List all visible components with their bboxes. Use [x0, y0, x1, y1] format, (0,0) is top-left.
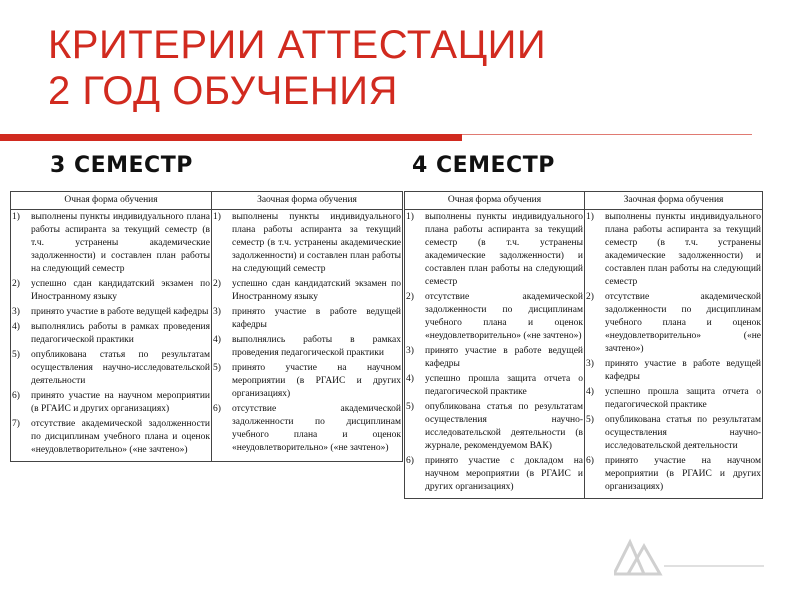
criterion-number: 6)	[12, 391, 20, 401]
criterion-text: выполнены пункты индивидуального плана работы аспиранта за текущий семестр (в т.ч. устранены академические задолженности) и составлен план работы на следующий семестр	[31, 212, 210, 274]
full-time-criteria-list	[11, 210, 212, 462]
criterion-number: 3)	[406, 346, 414, 356]
criterion-item	[586, 211, 761, 289]
column-header-full-time: Очная форма обучения	[405, 192, 585, 210]
criterion-number: 4)	[213, 335, 221, 345]
watermark-logo	[614, 536, 764, 580]
criterion-number: 5)	[213, 363, 221, 373]
criterion-text: принято участие с докладом на научном мероприятии (в РГАИС и других организациях)	[425, 456, 583, 492]
semester-3-heading: 3 СЕМЕСТР	[50, 153, 193, 178]
criterion-item	[12, 418, 210, 457]
criterion-item	[406, 373, 583, 399]
criterion-number: 2)	[213, 279, 221, 289]
criterion-text: выполнены пункты индивидуального плана работы аспиранта за текущий семестр (в т.ч. устранены академические задолженности) и составлен план работы на следующий семестр	[425, 212, 583, 287]
criterion-item	[406, 455, 583, 494]
criterion-number: 1)	[213, 212, 221, 222]
full-time-criteria-list	[405, 210, 585, 499]
criterion-text: принято участие в работе ведущей кафедры	[605, 359, 761, 382]
criterion-item	[406, 291, 583, 343]
criterion-number: 6)	[406, 456, 414, 466]
criterion-text: опубликована статья по результатам осуществления научно-исследовательской деятельности	[605, 415, 761, 451]
criterion-text: выполнялись работы в рамках проведения педагогической практики	[31, 322, 210, 345]
semester-4-heading: 4 СЕМЕСТР	[412, 153, 555, 178]
criterion-item	[586, 414, 761, 453]
criterion-text: отсутствие академической задолженности по дисциплинам учебного плана и оценок «неудовлетворительно» («не зачтено»)	[425, 292, 583, 341]
criterion-item	[406, 401, 583, 453]
criterion-item	[12, 306, 210, 319]
criterion-number: 1)	[406, 212, 414, 222]
criterion-number: 1)	[586, 212, 594, 222]
criterion-text: выполнены пункты индивидуального плана работы аспиранта за текущий семестр (в т.ч. устранены академические задолженности) и составлен план работы на следующий семестр	[232, 212, 401, 274]
criterion-item	[406, 345, 583, 371]
criterion-number: 2)	[406, 292, 414, 302]
part-time-criteria-list	[585, 210, 763, 499]
criterion-item	[213, 278, 401, 304]
criterion-item	[406, 211, 583, 289]
criterion-number: 3)	[213, 307, 221, 317]
criterion-item	[586, 358, 761, 384]
criterion-text: принято участие в работе ведущей кафедры	[31, 307, 209, 317]
semester-4-criteria-table	[404, 191, 763, 499]
criterion-text: выполнялись работы в рамках проведения педагогической практики	[232, 335, 401, 358]
criterion-item	[586, 291, 761, 356]
criterion-text: опубликована статья по результатам осуществления научно-исследовательской деятельности	[31, 350, 210, 386]
criterion-number: 4)	[406, 374, 414, 384]
column-header-part-time: Заочная форма обучения	[585, 192, 763, 210]
criterion-text: успешно прошла защита отчета о педагогической практике	[605, 387, 761, 410]
criterion-number: 7)	[12, 419, 20, 429]
criterion-item	[213, 403, 401, 455]
criterion-number: 5)	[406, 402, 414, 412]
criterion-number: 2)	[12, 279, 20, 289]
criterion-text: принято участие в работе ведущей кафедры	[425, 346, 583, 369]
criterion-item	[12, 390, 210, 416]
criterion-number: 3)	[586, 359, 594, 369]
criterion-item	[213, 334, 401, 360]
criterion-item	[586, 455, 761, 494]
title-divider-accent	[0, 134, 462, 141]
criterion-text: отсутствие академической задолженности по дисциплинам учебного плана и оценок «неудовлетворительно» («не зачтено»)	[31, 419, 210, 455]
criterion-number: 6)	[586, 456, 594, 466]
criterion-number: 4)	[12, 322, 20, 332]
criterion-text: принято участие в работе ведущей кафедры	[232, 307, 401, 330]
criterion-text: опубликована статья по результатам осуществления научно-исследовательской деятельности (в журнале, рекомендуемом ВАК)	[425, 402, 583, 451]
criterion-item	[12, 321, 210, 347]
criterion-text: отсутствие академической задолженности по дисциплинам учебного плана и оценок «неудовлетворительно» («не зачтено»)	[605, 292, 761, 354]
criterion-number: 1)	[12, 212, 20, 222]
criterion-item	[12, 211, 210, 276]
criterion-text: принято участие на научном мероприятии (в РГАИС и других организациях)	[31, 391, 210, 414]
slide-title	[48, 22, 748, 114]
criterion-number: 4)	[586, 387, 594, 397]
title-line-2: 2 ГОД ОБУЧЕНИЯ	[48, 69, 398, 113]
criterion-text: успешно сдан кандидатский экзамен по Иностранному языку	[31, 279, 210, 302]
criterion-text: отсутствие академической задолженности по дисциплинам учебного плана и оценок «неудовлетворительно» («не зачтено»)	[232, 404, 401, 453]
semester-3-criteria-table	[10, 191, 403, 462]
criterion-number: 6)	[213, 404, 221, 414]
criterion-item	[213, 362, 401, 401]
criterion-item	[12, 278, 210, 304]
column-header-full-time: Очная форма обучения	[11, 192, 212, 210]
criterion-text: успешно прошла защита отчета о педагогической практике	[425, 374, 583, 397]
column-header-part-time: Заочная форма обучения	[212, 192, 403, 210]
criterion-number: 3)	[12, 307, 20, 317]
criterion-item	[213, 211, 401, 276]
criterion-text: принято участие на научном мероприятии (в РГАИС и других организациях)	[605, 456, 761, 492]
criterion-text: принято участие на научном мероприятии (в РГАИС и других организациях)	[232, 363, 401, 399]
criterion-number: 5)	[12, 350, 20, 360]
title-line-1: КРИТЕРИИ АТТЕСТАЦИИ	[48, 23, 547, 67]
criterion-number: 2)	[586, 292, 594, 302]
part-time-criteria-list	[212, 210, 403, 462]
criterion-item	[586, 386, 761, 412]
criterion-item	[12, 349, 210, 388]
criterion-item	[213, 306, 401, 332]
criterion-text: успешно сдан кандидатский экзамен по Иностранному языку	[232, 279, 401, 302]
criterion-text: выполнены пункты индивидуального плана работы аспиранта за текущий семестр (в т.ч. устранены академические задолженности) и составлен план работы на следующий семестр	[605, 212, 761, 287]
criterion-number: 5)	[586, 415, 594, 425]
